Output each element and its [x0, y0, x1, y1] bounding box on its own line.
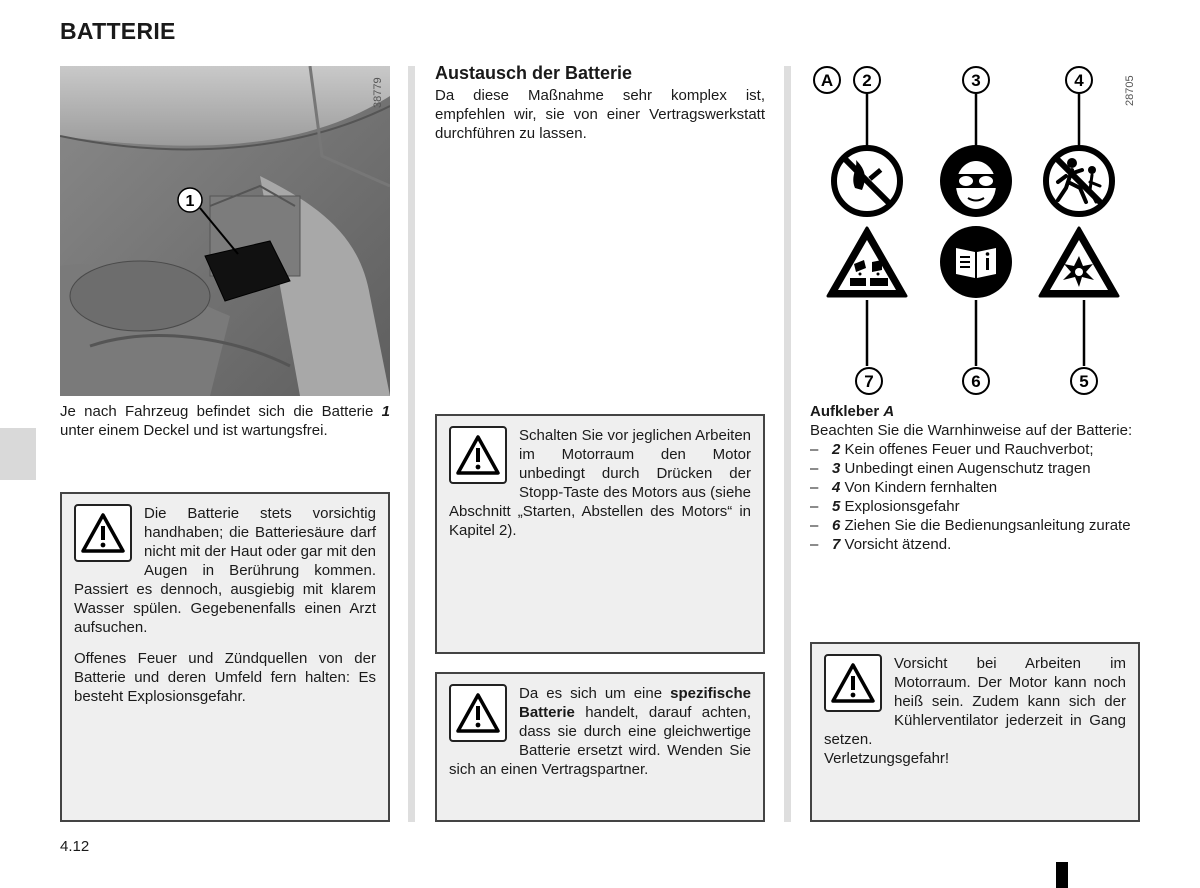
corrosive-icon	[828, 228, 906, 296]
engine-bay-photo	[60, 66, 390, 396]
sticker-intro: Beachten Sie die Warnhinweise auf der Batterie:	[810, 422, 1133, 439]
battery-location-text	[60, 402, 390, 440]
warning-text-hot-engine: Vorsicht bei Arbeiten im Motorraum. Der Motor kann noch heiß sein. Zudem kann sich der Kühlerventilator jederzeit in Gang setzen.	[824, 655, 1126, 748]
battery-sticker-diagram	[810, 64, 1140, 400]
label-6	[963, 368, 989, 394]
svg-text:7: 7	[864, 372, 874, 391]
specific-battery-warning	[435, 672, 765, 822]
svg-text:6: 6	[971, 372, 981, 391]
warning-text-engine-stop: Schalten Sie vor jeglichen Arbeiten im Motorraum den Motor unbedingt durch Drücken der Stopp-Taste des Motors aus (siehe Abschnitt „Starten, Abstellen des Motors“ in Kapitel 2).	[449, 427, 751, 539]
warning-text-fire: Offenes Feuer und Zündquellen von der Batterie und deren Umfeld fern halten: Es besteht Explosionsgefahr.	[74, 650, 376, 705]
explosion-icon	[1040, 228, 1118, 296]
svg-text:3: 3	[971, 71, 981, 90]
eye-protection-icon	[940, 145, 1012, 217]
engine-bay-hot-warning	[810, 642, 1140, 822]
svg-text:5: 5	[1079, 372, 1089, 391]
list-item: – 7 Vorsicht ätzend.	[810, 535, 1140, 554]
intro-battery-number: 1	[381, 403, 390, 420]
page-number: 4.12	[60, 838, 90, 855]
warning-icon	[74, 504, 132, 562]
list-item: – 5 Explosionsgefahr	[810, 497, 1140, 516]
figure-number-right: 28705	[1124, 75, 1136, 106]
specific-battery-text-start: Da es sich um eine	[519, 685, 671, 702]
column-divider-right	[784, 66, 791, 822]
warning-icon	[449, 426, 507, 484]
manual-icon	[940, 226, 1012, 298]
label-5	[1071, 368, 1097, 394]
list-item: – 4 Von Kindern fernhalten	[810, 478, 1140, 497]
specific-battery-bold: spezifische Batterie	[519, 685, 751, 721]
column-divider-left	[408, 66, 415, 822]
label-2	[854, 67, 880, 93]
sticker-letter: A	[883, 403, 895, 420]
list-item: – 3 Unbedingt einen Augenschutz tragen	[810, 459, 1140, 478]
specific-battery-text-end: handelt, darauf achten, dass sie durch eine gleichwertige Batterie ersetzt wird. Wenden Sie sich an einen Vertragspartner.	[449, 704, 751, 778]
page-edge-marker	[1056, 862, 1068, 888]
intro-text-end: unter einem Deckel und ist wartungsfrei.	[60, 422, 328, 439]
label-3	[963, 67, 989, 93]
figure-number-left: 38779	[372, 77, 384, 108]
no-fire-icon	[834, 148, 900, 214]
svg-text:A: A	[820, 71, 834, 90]
label-4	[1066, 67, 1092, 93]
warning-text-injury: Verletzungsgefahr!	[824, 750, 950, 767]
engine-bay-illustration	[60, 66, 390, 396]
svg-text:4: 4	[1074, 71, 1084, 90]
engine-stop-warning	[435, 414, 765, 654]
list-item: – 2 Kein offenes Feuer und Rauchverbot;	[810, 440, 1140, 459]
keep-away-children-icon	[1046, 148, 1112, 214]
svg-text:2: 2	[862, 71, 872, 90]
battery-handling-warning	[60, 492, 390, 822]
sticker-title: Aufkleber	[810, 403, 880, 420]
warning-icon	[824, 654, 882, 712]
warning-icon	[449, 684, 507, 742]
page-title: BATTERIE	[60, 18, 176, 44]
chapter-tab	[0, 428, 36, 480]
label-a	[814, 67, 840, 93]
section-heading: Austausch der Batterie	[435, 63, 633, 83]
warning-text-acid: Die Batterie stets vorsichtig handhaben; die Batteriesäure darf nicht mit der Haut oder gar mit den Augen in Berührung kommen. Passiert es dennoch, ausgiebig mit klarem Wasser spülen. Gegebenenfalls einen Arzt aufsuchen.	[74, 505, 376, 636]
sticker-legend	[810, 402, 1140, 554]
battery-callout: 1	[185, 193, 195, 210]
replacement-text: Da diese Maßnahme sehr komplex ist, empfehlen wir, sie von einer Vertragswerkstatt durchführen zu lassen.	[435, 87, 765, 142]
list-item: – 6 Ziehen Sie die Bedienungsanleitung zurate	[810, 516, 1140, 535]
intro-text-start: Je nach Fahrzeug befindet sich die Batterie	[60, 403, 382, 420]
sticker-list	[810, 440, 1140, 554]
label-7	[856, 368, 882, 394]
